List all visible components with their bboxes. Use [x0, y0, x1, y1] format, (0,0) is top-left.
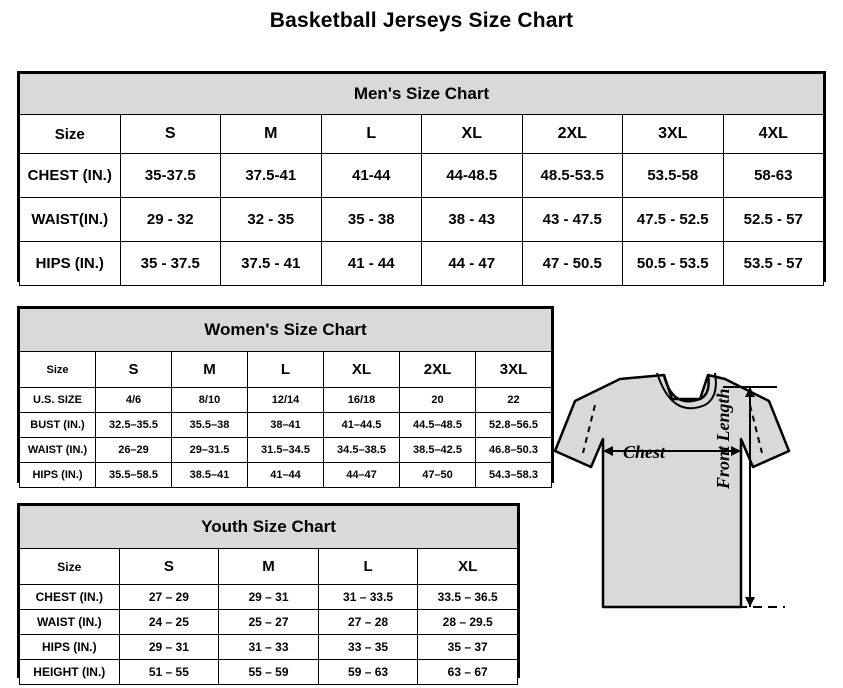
column-header-2xl: 2XL: [522, 115, 623, 154]
jersey-shape-icon: [545, 339, 835, 684]
cell-ussize-3xl: 22: [476, 388, 552, 413]
cell-height-l: 59 – 63: [318, 660, 418, 685]
cell-hips-2xl: 47–50: [400, 463, 476, 488]
table-row: [20, 438, 552, 463]
column-header-m: M: [172, 352, 248, 388]
row-label-chest: CHEST (IN.): [20, 585, 120, 610]
cell-hips-m: 31 – 33: [219, 635, 319, 660]
youth-chart-caption: Youth Size Chart: [20, 506, 518, 549]
cell-chest-xl: 44-48.5: [422, 154, 523, 198]
column-header-s: S: [96, 352, 172, 388]
table-row: [20, 154, 824, 198]
cell-waist-2xl: 38.5–42.5: [400, 438, 476, 463]
cell-chest-s: 35-37.5: [120, 154, 221, 198]
column-header-xl: XL: [422, 115, 523, 154]
cell-bust-3xl: 52.8–56.5: [476, 413, 552, 438]
chest-dimension-label: Chest: [623, 442, 666, 462]
table-caption-row: [20, 506, 518, 549]
cell-waist-s: 26–29: [96, 438, 172, 463]
cell-waist-2xl: 43 - 47.5: [522, 198, 623, 242]
column-header-2xl: 2XL: [400, 352, 476, 388]
cell-hips-l: 33 – 35: [318, 635, 418, 660]
cell-chest-2xl: 48.5-53.5: [522, 154, 623, 198]
cell-chest-l: 41-44: [321, 154, 422, 198]
column-header-l: L: [248, 352, 324, 388]
cell-chest-s: 27 – 29: [119, 585, 219, 610]
mens-size-chart: [17, 71, 826, 282]
row-label-hips: HIPS (IN.): [20, 635, 120, 660]
column-header-size: Size: [20, 352, 96, 388]
cell-chest-xl: 33.5 – 36.5: [418, 585, 518, 610]
cell-hips-s: 29 – 31: [119, 635, 219, 660]
womens-size-table: [19, 308, 552, 488]
row-label-bust: BUST (IN.): [20, 413, 96, 438]
cell-ussize-s: 4/6: [96, 388, 172, 413]
table-row: [20, 198, 824, 242]
cell-bust-2xl: 44.5–48.5: [400, 413, 476, 438]
table-row: [20, 610, 518, 635]
mens-chart-caption: Men's Size Chart: [20, 74, 824, 115]
column-header-xl: XL: [324, 352, 400, 388]
column-header-s: S: [120, 115, 221, 154]
table-row: [20, 635, 518, 660]
cell-hips-3xl: 50.5 - 53.5: [623, 242, 724, 286]
row-label-waist: WAIST (IN.): [20, 438, 96, 463]
cell-hips-l: 41 - 44: [321, 242, 422, 286]
cell-ussize-m: 8/10: [172, 388, 248, 413]
youth-size-table: [19, 505, 518, 685]
cell-hips-xl: 44–47: [324, 463, 400, 488]
row-label-waist: WAIST(IN.): [20, 198, 121, 242]
row-label-hips: HIPS (IN.): [20, 242, 121, 286]
table-header-row: [20, 352, 552, 388]
row-label-waist: WAIST (IN.): [20, 610, 120, 635]
cell-waist-3xl: 47.5 - 52.5: [623, 198, 724, 242]
row-label-height: HEIGHT (IN.): [20, 660, 120, 685]
cell-hips-s: 35.5–58.5: [96, 463, 172, 488]
column-header-xl: XL: [418, 549, 518, 585]
table-caption-row: [20, 74, 824, 115]
column-header-size: Size: [20, 549, 120, 585]
column-header-3xl: 3XL: [476, 352, 552, 388]
cell-hips-4xl: 53.5 - 57: [723, 242, 824, 286]
cell-ussize-xl: 16/18: [324, 388, 400, 413]
cell-height-xl: 63 – 67: [418, 660, 518, 685]
mens-size-table: [19, 73, 824, 286]
cell-waist-s: 29 - 32: [120, 198, 221, 242]
cell-waist-l: 27 – 28: [318, 610, 418, 635]
cell-chest-m: 29 – 31: [219, 585, 319, 610]
front-length-dimension-label: Front Length: [713, 388, 733, 489]
table-row: [20, 585, 518, 610]
table-row: [20, 242, 824, 286]
column-header-4xl: 4XL: [723, 115, 824, 154]
column-header-3xl: 3XL: [623, 115, 724, 154]
cell-waist-m: 25 – 27: [219, 610, 319, 635]
table-caption-row: [20, 309, 552, 352]
cell-height-s: 51 – 55: [119, 660, 219, 685]
cell-hips-m: 38.5–41: [172, 463, 248, 488]
column-header-size: Size: [20, 115, 121, 154]
cell-waist-s: 24 – 25: [119, 610, 219, 635]
cell-height-m: 55 – 59: [219, 660, 319, 685]
cell-waist-m: 32 - 35: [221, 198, 322, 242]
jersey-measurement-diagram: [545, 339, 835, 684]
column-header-m: M: [219, 549, 319, 585]
cell-waist-l: 35 - 38: [321, 198, 422, 242]
column-header-m: M: [221, 115, 322, 154]
cell-waist-l: 31.5–34.5: [248, 438, 324, 463]
cell-hips-xl: 35 – 37: [418, 635, 518, 660]
cell-hips-s: 35 - 37.5: [120, 242, 221, 286]
cell-waist-3xl: 46.8–50.3: [476, 438, 552, 463]
column-header-l: L: [318, 549, 418, 585]
cell-waist-m: 29–31.5: [172, 438, 248, 463]
table-row: [20, 413, 552, 438]
cell-bust-s: 32.5–35.5: [96, 413, 172, 438]
cell-ussize-2xl: 20: [400, 388, 476, 413]
row-label-chest: CHEST (IN.): [20, 154, 121, 198]
cell-bust-m: 35.5–38: [172, 413, 248, 438]
cell-ussize-l: 12/14: [248, 388, 324, 413]
cell-hips-m: 37.5 - 41: [221, 242, 322, 286]
cell-chest-m: 37.5-41: [221, 154, 322, 198]
cell-hips-l: 41–44: [248, 463, 324, 488]
cell-waist-xl: 38 - 43: [422, 198, 523, 242]
row-label-hips: HIPS (IN.): [20, 463, 96, 488]
cell-hips-2xl: 47 - 50.5: [522, 242, 623, 286]
cell-chest-4xl: 58-63: [723, 154, 824, 198]
column-header-l: L: [321, 115, 422, 154]
table-row: [20, 660, 518, 685]
table-header-row: [20, 115, 824, 154]
column-header-s: S: [119, 549, 219, 585]
row-label-us-size: U.S. SIZE: [20, 388, 96, 413]
cell-waist-xl: 28 – 29.5: [418, 610, 518, 635]
page-title: Basketball Jerseys Size Chart: [269, 9, 574, 32]
cell-waist-xl: 34.5–38.5: [324, 438, 400, 463]
youth-size-chart: [17, 503, 520, 678]
cell-bust-xl: 41–44.5: [324, 413, 400, 438]
table-row: [20, 463, 552, 488]
womens-chart-caption: Women's Size Chart: [20, 309, 552, 352]
cell-chest-3xl: 53.5-58: [623, 154, 724, 198]
womens-size-chart: [17, 306, 554, 483]
cell-bust-l: 38–41: [248, 413, 324, 438]
cell-chest-l: 31 – 33.5: [318, 585, 418, 610]
cell-hips-3xl: 54.3–58.3: [476, 463, 552, 488]
cell-hips-xl: 44 - 47: [422, 242, 523, 286]
table-header-row: [20, 549, 518, 585]
table-row: [20, 388, 552, 413]
cell-waist-4xl: 52.5 - 57: [723, 198, 824, 242]
